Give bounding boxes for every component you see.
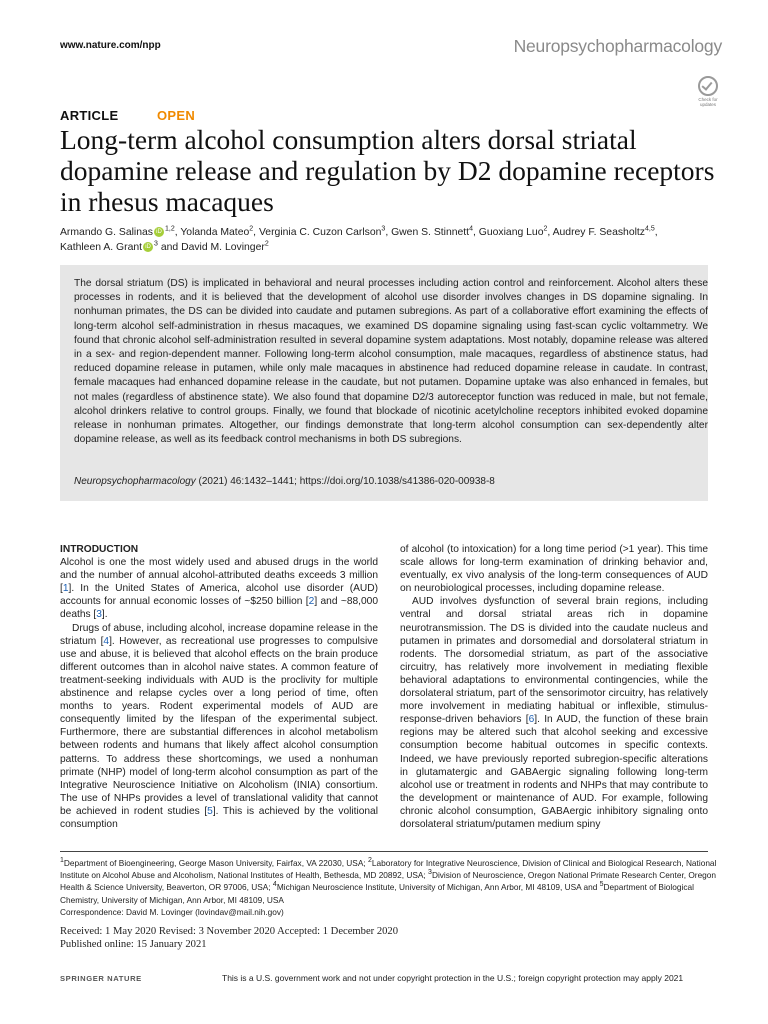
author-name: Armando G. Salinas (60, 227, 153, 238)
author-name: Kathleen A. Grant (60, 242, 143, 253)
body-column-right (400, 543, 708, 831)
author-affiliation-sup: 1,2 (164, 225, 175, 233)
affiliation-number: 5 (599, 881, 604, 889)
reference-link[interactable]: 4 (103, 635, 110, 647)
author-name: Audrey F. Seasholtz (552, 227, 645, 238)
author-name: Verginia C. Cuzon Carlson (258, 227, 382, 238)
body-paragraph: Drugs of abuse, including alcohol, increase dopamine release in the striatum [4]. However, as recreational use progresses to compulsive use and abuse, it is believed that alcohol effects on the brain produce different outcomes than in alcohol naive states. A common feature of treatment-seeking individuals with AUD is the proclivity for multiple abstinence and relapse cycles over a long period of time, often months to years. Rodent experimental models of AUD are consequently limited by the lifespan of the experimental subject. Furthermore, there are substantial differences in alcohol metabolism between rodents and humans that likely affect alcohol consumption patterns. To address these shortcomings, we used a nonhuman primate (NHP) model of long-term alcohol consumption as part of the Integrative Neuroscience Initiative on Alcoholism (INIA) consortium. The use of NHPs provides a level of translational validity that cannot be achieved in rodent studies [5]. This is achieved by the volitional consumption (60, 622, 378, 830)
affiliations-text: $^1$Department of Bioengineering, George Mason University, Fairfax, VA 22030, USA; $^2$Laboratory for Integrative Neuroscience, Division of Clinical and Biological Research, National Institute on Alcohol Abuse and Alcoholism, National Institutes of Health, Bethesda, MD 20892, USA; $^3$Division of Neuroscience, Oregon National Primate Research Center, Oregon Health & Science University, Beaverton, OR 97006, USA; $^4$Michigan Neuroscience Institute, University of Michigan, Ann Arbor, MI 48109, USA and $^5$Department of Biological Chemistry, University of Michigan, Ann Arbor, MI 48109, USA (60, 857, 717, 905)
footnote-divider (60, 851, 708, 852)
journal-url[interactable]: www.nature.com/npp (60, 40, 161, 51)
open-access-label: OPEN (157, 108, 196, 123)
author-name: Gwen S. Stinnett (391, 227, 470, 238)
reference-link[interactable]: 5 (207, 805, 213, 817)
author-affiliation-sup: 3 (381, 225, 386, 233)
check-for-updates-badge[interactable] (695, 76, 721, 107)
author-affiliation-sup: 2 (543, 225, 548, 233)
article-dates (60, 926, 398, 951)
correspondence-line: Correspondence: David M. Lovinger (lovindav@mail.nih.gov) (60, 906, 284, 917)
article-title: Long-term alcohol consumption alters dorsal striatal dopamine release and regulation by D2 dopamine receptors in rhesus macaques (60, 124, 715, 217)
check-icon (698, 76, 718, 96)
author-name: Yolanda Mateo (180, 227, 250, 238)
reference-link[interactable]: 2 (308, 596, 315, 608)
received-dates: Received: 1 May 2020 Revised: 3 November 2020 Accepted: 1 December 2020 (60, 926, 399, 937)
orcid-icon[interactable]: iD (143, 242, 153, 252)
citation-journal: Neuropsychopharmacology (74, 476, 196, 487)
reference-link[interactable]: 6 (528, 714, 535, 726)
abstract-text: The dorsal striatum (DS) is implicated in behavioral and neural processes including action control and reinforcement. Alcohol alters these processes in rodents, and it is believed that the development of alcohol use disorder involves changes in DS dopamine signaling. In nonhuman primates, the DS can be divided into caudate and putamen subregions. As part of a collaborative effort examining the effects of long-term alcohol self-administration in rhesus macaques, we examined DS dopamine signaling using fast-scan cyclic voltammetry. We found that chronic alcohol self-administration resulted in several dopamine system adaptations. Most notably, dopamine release was altered in a sex- and region-dependent manner. Following long-term alcohol consumption, male macaques, regardless of abstinence status, had reduced dopamine release in putamen, while only male macaques in abstinence had reduced dopamine release in caudate. In contrast, female macaques had enhanced dopamine release in the caudate, but not putamen. Dopamine uptake was also enhanced in females, but not males (regardless of abstinence state). We also found that dopamine D2/3 autoreceptor function was reduced in male, but not female, alcohol drinkers relative to control groups. Finally, we found that blockade of nicotinic acetylcholine receptors inhibited evoked dopamine release in nonhuman primates. Altogether, our findings demonstrate that long-term alcohol consumption can sex-dependently alter dopamine release, as well as its feedback control mechanisms in both DS subregions. (74, 278, 708, 446)
author-list: Armando G. Salinas iD $^{1,2}$, Yolanda Mateo$^2$, Verginia C. Cuzon Carlson$^3$, Gwen S. Stinnett$^4$, Guoxiang Luo$^2$, Audrey F. Seasholtz$^{4,5}$, Kathleen A. Grant iD $^3$ and David M. Lovinger$^2$ (60, 225, 658, 253)
author-affiliation-sup: 2 (249, 225, 254, 233)
affiliations-footnote (60, 857, 720, 918)
reference-link[interactable]: 3 (96, 609, 102, 621)
author-affiliation-sup: 3 (154, 240, 158, 248)
citation-details[interactable]: (2021) 46:1432–1441; https://doi.org/10.1038/s41386-020-00938-8 (195, 476, 495, 487)
orcid-icon[interactable]: iD (154, 227, 164, 237)
citation-line (74, 476, 495, 487)
section-heading: INTRODUCTION (60, 544, 139, 555)
license-note: This is a U.S. government work and not under copyright protection in the U.S.; foreign copyright protection may apply 2021 (222, 973, 684, 983)
body-paragraph: AUD involves dysfunction of several brain regions, including ventral and dorsal striatal areas rich in dopamine neurotransmission. The DS is divided into the caudate nucleus and putamen in primates and dorsomedial and dorsolateral striatum in rodents. The dorsomedial striatum, as part of the associative circuitry, has relatively more involvement in mediating flexible behavioral adaptations to environmental contingencies, while the dorsolateral striatum, part of the sensorimotor circuitry, has relatively more involvement in mediating habitual or inflexible, stimulus-response-driven behaviors [6]. In AUD, the function of these brain regions may be altered such that alcohol seeking and excessive consumption become habitual outcomes in specific contexts. Indeed, we have previously reported subregion-specific alterations in glutamatergic and GABAergic signaling following long-term alcohol use or treatment in rodents and NHPs that may contribute to the development or maintenance of AUD. For example, following chronic alcohol consumption, GABAergic inhibitory signaling onto dorsolateral striatum/putamen medium spiny (400, 596, 708, 830)
author-name: Guoxiang Luo (478, 227, 544, 238)
body-paragraph: Alcohol is one the most widely used and abused drugs in the world and the number of annual alcohol-attributed deaths exceeds 3 million [1]. In the United States of America, alcohol use disorder (AUD) accounts for annual economic losses of ~$250 billion [2] and ~88,000 deaths [3]. (60, 557, 378, 621)
author-affiliation-sup: 4,5 (645, 225, 655, 233)
publisher-logo: SPRINGER NATURE (60, 974, 142, 983)
reference-link[interactable]: 1 (62, 583, 69, 595)
author-name: David M. Lovinger (181, 242, 265, 253)
author-affiliation-sup: 4 (469, 225, 473, 233)
published-date: Published online: 15 January 2021 (60, 938, 207, 950)
affiliation-number: 2 (367, 857, 372, 865)
affiliation-number: 4 (272, 881, 277, 889)
journal-name: Neuropsychopharmacology (513, 36, 722, 56)
affiliation-number: 1 (60, 857, 64, 865)
body-paragraph: of alcohol (to intoxication) for a long time period (>1 year). This time scale allows for long-term examination of drinking behavior and, eventually, ex vivo analysis of the long-term consequences of AUD on neurobiological processes, including dopamine release. (400, 544, 708, 595)
affiliation-number: 3 (428, 869, 432, 877)
article-type-label: ARTICLE (60, 108, 119, 123)
badge-label: Check for updates (698, 97, 718, 107)
author-affiliation-sup: 2 (264, 240, 269, 248)
body-column-left (60, 543, 378, 831)
